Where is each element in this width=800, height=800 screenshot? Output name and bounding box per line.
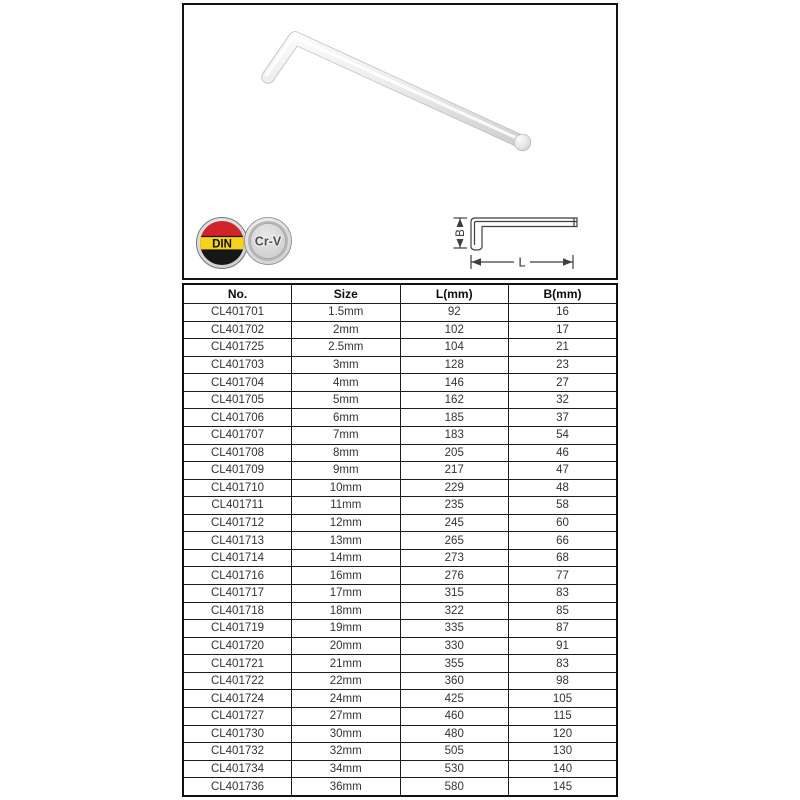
table-cell: 360 — [400, 672, 509, 690]
spec-table-body — [183, 304, 617, 797]
table-cell: 17 — [509, 321, 618, 339]
table-cell: 17mm — [292, 585, 401, 603]
table-cell: 27 — [509, 374, 618, 392]
table-row — [183, 567, 617, 585]
table-row — [183, 707, 617, 725]
column-header-no: No. — [183, 284, 292, 304]
table-cell: CL401709 — [183, 462, 292, 480]
product-image-frame — [182, 3, 618, 280]
spec-table-header — [183, 284, 617, 304]
table-row — [183, 743, 617, 761]
table-cell: 23 — [509, 356, 618, 374]
table-cell: 54 — [509, 426, 618, 444]
table-cell: CL401721 — [183, 655, 292, 673]
table-cell: 83 — [509, 585, 618, 603]
table-cell: CL401717 — [183, 585, 292, 603]
table-cell: 145 — [509, 778, 618, 796]
table-row — [183, 672, 617, 690]
table-row — [183, 725, 617, 743]
table-cell: 330 — [400, 637, 509, 655]
table-cell: 2.5mm — [292, 339, 401, 357]
table-cell: CL401714 — [183, 549, 292, 567]
table-row — [183, 620, 617, 638]
table-cell: 98 — [509, 672, 618, 690]
table-cell: 14mm — [292, 549, 401, 567]
table-cell: 91 — [509, 637, 618, 655]
table-cell: 5mm — [292, 391, 401, 409]
table-cell: 48 — [509, 479, 618, 497]
table-cell: CL401732 — [183, 743, 292, 761]
table-cell: 6mm — [292, 409, 401, 427]
table-cell: CL401706 — [183, 409, 292, 427]
table-row — [183, 321, 617, 339]
table-row — [183, 462, 617, 480]
table-row — [183, 391, 617, 409]
table-cell: 47 — [509, 462, 618, 480]
table-cell: 3mm — [292, 356, 401, 374]
table-cell: 30mm — [292, 725, 401, 743]
table-cell: 229 — [400, 479, 509, 497]
table-row — [183, 690, 617, 708]
table-cell: CL401704 — [183, 374, 292, 392]
table-cell: 66 — [509, 532, 618, 550]
table-row — [183, 532, 617, 550]
table-cell: 322 — [400, 602, 509, 620]
table-cell: 77 — [509, 567, 618, 585]
table-cell: 37 — [509, 409, 618, 427]
table-cell: 104 — [400, 339, 509, 357]
table-cell: 530 — [400, 760, 509, 778]
column-header-b: B(mm) — [509, 284, 618, 304]
table-cell: 87 — [509, 620, 618, 638]
table-cell: 276 — [400, 567, 509, 585]
table-cell: 83 — [509, 655, 618, 673]
table-cell: 20mm — [292, 637, 401, 655]
table-cell: 355 — [400, 655, 509, 673]
table-row — [183, 304, 617, 322]
table-cell: 1.5mm — [292, 304, 401, 322]
table-cell: 183 — [400, 426, 509, 444]
table-row — [183, 778, 617, 796]
table-cell: CL401701 — [183, 304, 292, 322]
table-cell: 205 — [400, 444, 509, 462]
table-cell: CL401711 — [183, 497, 292, 515]
table-cell: 505 — [400, 743, 509, 761]
table-cell: 335 — [400, 620, 509, 638]
table-cell: CL401705 — [183, 391, 292, 409]
table-row — [183, 339, 617, 357]
table-cell: 13mm — [292, 532, 401, 550]
ball-end — [514, 134, 531, 151]
table-row — [183, 514, 617, 532]
table-cell: CL401720 — [183, 637, 292, 655]
table-cell: CL401734 — [183, 760, 292, 778]
table-cell: 146 — [400, 374, 509, 392]
table-cell: CL401708 — [183, 444, 292, 462]
table-cell: 9mm — [292, 462, 401, 480]
table-cell: 130 — [509, 743, 618, 761]
table-cell: 460 — [400, 707, 509, 725]
table-row — [183, 760, 617, 778]
table-row — [183, 409, 617, 427]
table-cell: 7mm — [292, 426, 401, 444]
table-cell: 162 — [400, 391, 509, 409]
table-cell: 120 — [509, 725, 618, 743]
crv-badge-label: Cr-V — [254, 234, 282, 249]
table-row — [183, 444, 617, 462]
table-cell: CL401707 — [183, 426, 292, 444]
table-cell: 58 — [509, 497, 618, 515]
table-cell: 32 — [509, 391, 618, 409]
table-cell: 480 — [400, 725, 509, 743]
table-cell: 102 — [400, 321, 509, 339]
product-illustration — [184, 5, 616, 278]
table-cell: 10mm — [292, 479, 401, 497]
table-cell: CL401727 — [183, 707, 292, 725]
table-cell: CL401736 — [183, 778, 292, 796]
header-row — [183, 284, 617, 304]
table-cell: CL401730 — [183, 725, 292, 743]
table-row — [183, 479, 617, 497]
table-cell: 217 — [400, 462, 509, 480]
table-row — [183, 374, 617, 392]
table-cell: CL401713 — [183, 532, 292, 550]
table-cell: 235 — [400, 497, 509, 515]
table-cell: 16 — [509, 304, 618, 322]
table-cell: 18mm — [292, 602, 401, 620]
key-profile-innerline — [475, 222, 578, 246]
dimension-diagram — [454, 218, 578, 270]
table-cell: 32mm — [292, 743, 401, 761]
table-cell: 22mm — [292, 672, 401, 690]
table-cell: 115 — [509, 707, 618, 725]
table-cell: CL401716 — [183, 567, 292, 585]
table-cell: 425 — [400, 690, 509, 708]
table-cell: 27mm — [292, 707, 401, 725]
table-cell: CL401712 — [183, 514, 292, 532]
table-cell: 128 — [400, 356, 509, 374]
table-cell: 8mm — [292, 444, 401, 462]
table-cell: 11mm — [292, 497, 401, 515]
table-cell: 265 — [400, 532, 509, 550]
table-cell: 36mm — [292, 778, 401, 796]
table-cell: 315 — [400, 585, 509, 603]
table-cell: 245 — [400, 514, 509, 532]
table-cell: 21 — [509, 339, 618, 357]
table-cell: CL401703 — [183, 356, 292, 374]
table-cell: 68 — [509, 549, 618, 567]
table-cell: CL401722 — [183, 672, 292, 690]
table-cell: CL401718 — [183, 602, 292, 620]
table-cell: CL401724 — [183, 690, 292, 708]
table-cell: CL401719 — [183, 620, 292, 638]
table-cell: 185 — [400, 409, 509, 427]
table-cell: 92 — [400, 304, 509, 322]
table-cell: 16mm — [292, 567, 401, 585]
table-row — [183, 497, 617, 515]
table-cell: 140 — [509, 760, 618, 778]
table-row — [183, 585, 617, 603]
key-profile-outline — [471, 218, 577, 250]
column-header-size: Size — [292, 284, 401, 304]
table-cell: 580 — [400, 778, 509, 796]
table-cell: 12mm — [292, 514, 401, 532]
din-badge — [197, 218, 248, 269]
table-cell: 21mm — [292, 655, 401, 673]
table-cell: 4mm — [292, 374, 401, 392]
b-dimension-label: B — [455, 229, 467, 237]
table-cell: 273 — [400, 549, 509, 567]
table-row — [183, 549, 617, 567]
l-dimension-label: L — [518, 255, 526, 270]
table-cell: 85 — [509, 602, 618, 620]
table-cell: 24mm — [292, 690, 401, 708]
table-row — [183, 637, 617, 655]
table-cell: 2mm — [292, 321, 401, 339]
table-cell: CL401710 — [183, 479, 292, 497]
table-cell: 34mm — [292, 760, 401, 778]
table-cell: 105 — [509, 690, 618, 708]
table-cell: CL401702 — [183, 321, 292, 339]
table-row — [183, 655, 617, 673]
table-cell: CL401725 — [183, 339, 292, 357]
din-badge-label: DIN — [212, 238, 232, 251]
table-cell: 19mm — [292, 620, 401, 638]
table-cell: 46 — [509, 444, 618, 462]
table-row — [183, 426, 617, 444]
table-row — [183, 356, 617, 374]
crv-badge — [245, 218, 292, 265]
table-cell: 60 — [509, 514, 618, 532]
hex-key-photo — [267, 37, 531, 151]
spec-table — [182, 283, 618, 797]
table-row — [183, 602, 617, 620]
column-header-l: L(mm) — [400, 284, 509, 304]
